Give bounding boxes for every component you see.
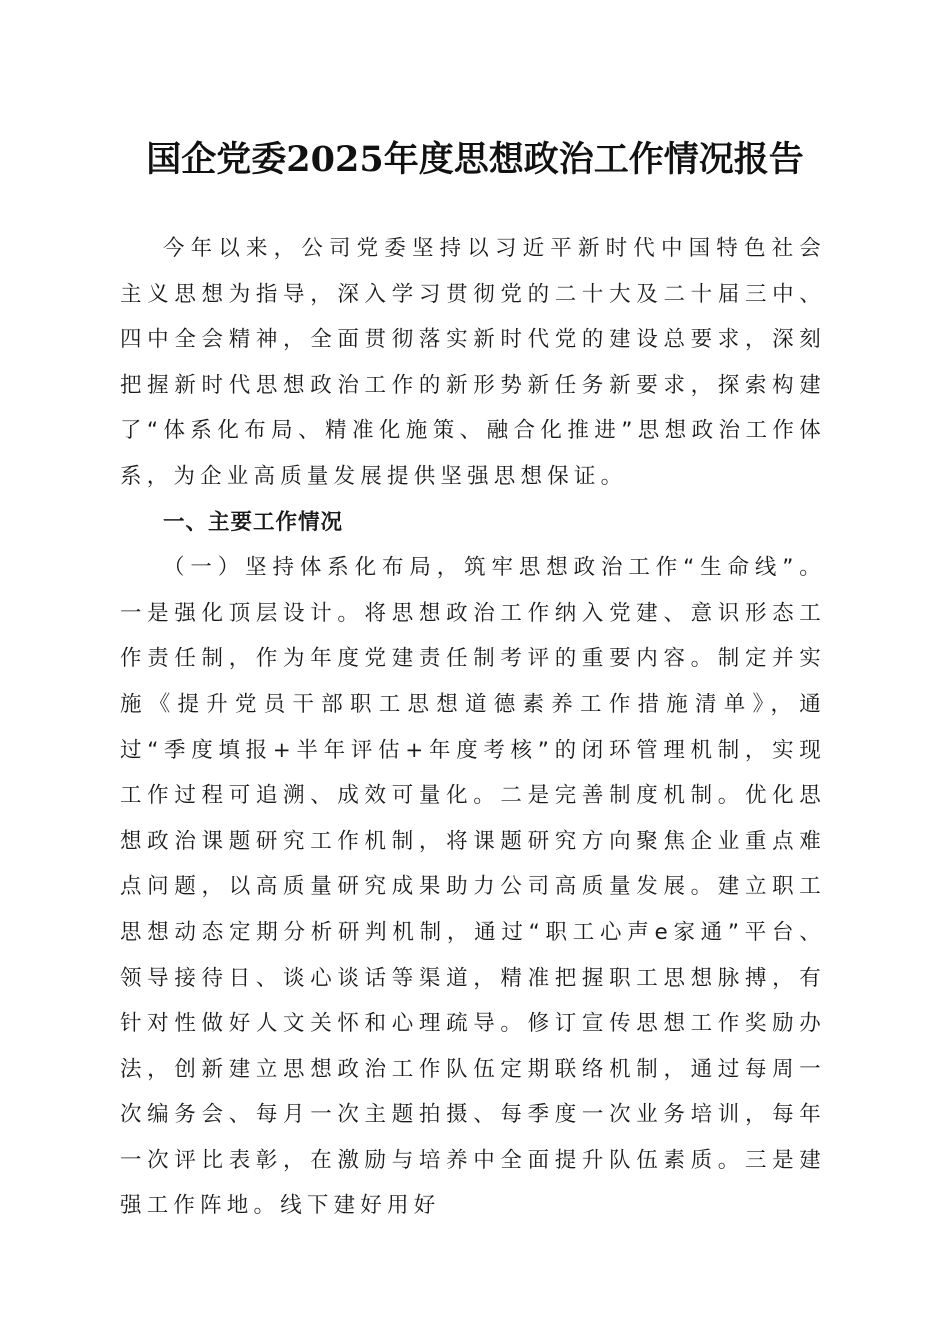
- section-heading: 一、主要工作情况: [163, 509, 344, 535]
- intro-paragraph: 今年以来，公司党委坚持以习近平新时代中国特色社会主义思想为指导，深入学习贯彻党的二十大及二十届三中、四中全会精神，全面贯彻落实新时代党的建设总要求，深刻把握新时代思想政治工作的新形势新任务新要求，探索构建了“体系化布局、精准化施策、融合化推进”思想政治工作体系，为企业高质量发展提供坚强思想保证。: [120, 236, 826, 489]
- document-body: [120, 226, 826, 1229]
- document-title: 国企党委2025年度思想政治工作情况报告: [146, 139, 804, 180]
- body-paragraph: （一）坚持体系化布局，筑牢思想政治工作“生命线”。一是强化顶层设计。将思想政治工作纳入党建、意识形态工作责任制，作为年度党建责任制考评的重要内容。制定并实施《提升党员干部职工思想道德素养工作措施清单》，通过“季度填报+半年评估+年度考核”的闭环管理机制，实现工作过程可追溯、成效可量化。二是完善制度机制。优化思想政治课题研究工作机制，将课题研究方向聚焦企业重点难点问题，以高质量研究成果助力公司高质量发展。建立职工思想动态定期分析研判机制，通过“职工心声e家通”平台、领导接待日、谈心谈话等渠道，精准把握职工思想脉搏，有针对性做好人文关怀和心理疏导。修订宣传思想工作奖励办法，创新建立思想政治工作队伍定期联络机制，通过每周一次编务会、每月一次主题拍摄、每季度一次业务培训，每年一次评比表彰，在激励与培养中全面提升队伍素质。三是建强工作阵地。线下建好用好: [120, 555, 826, 1219]
